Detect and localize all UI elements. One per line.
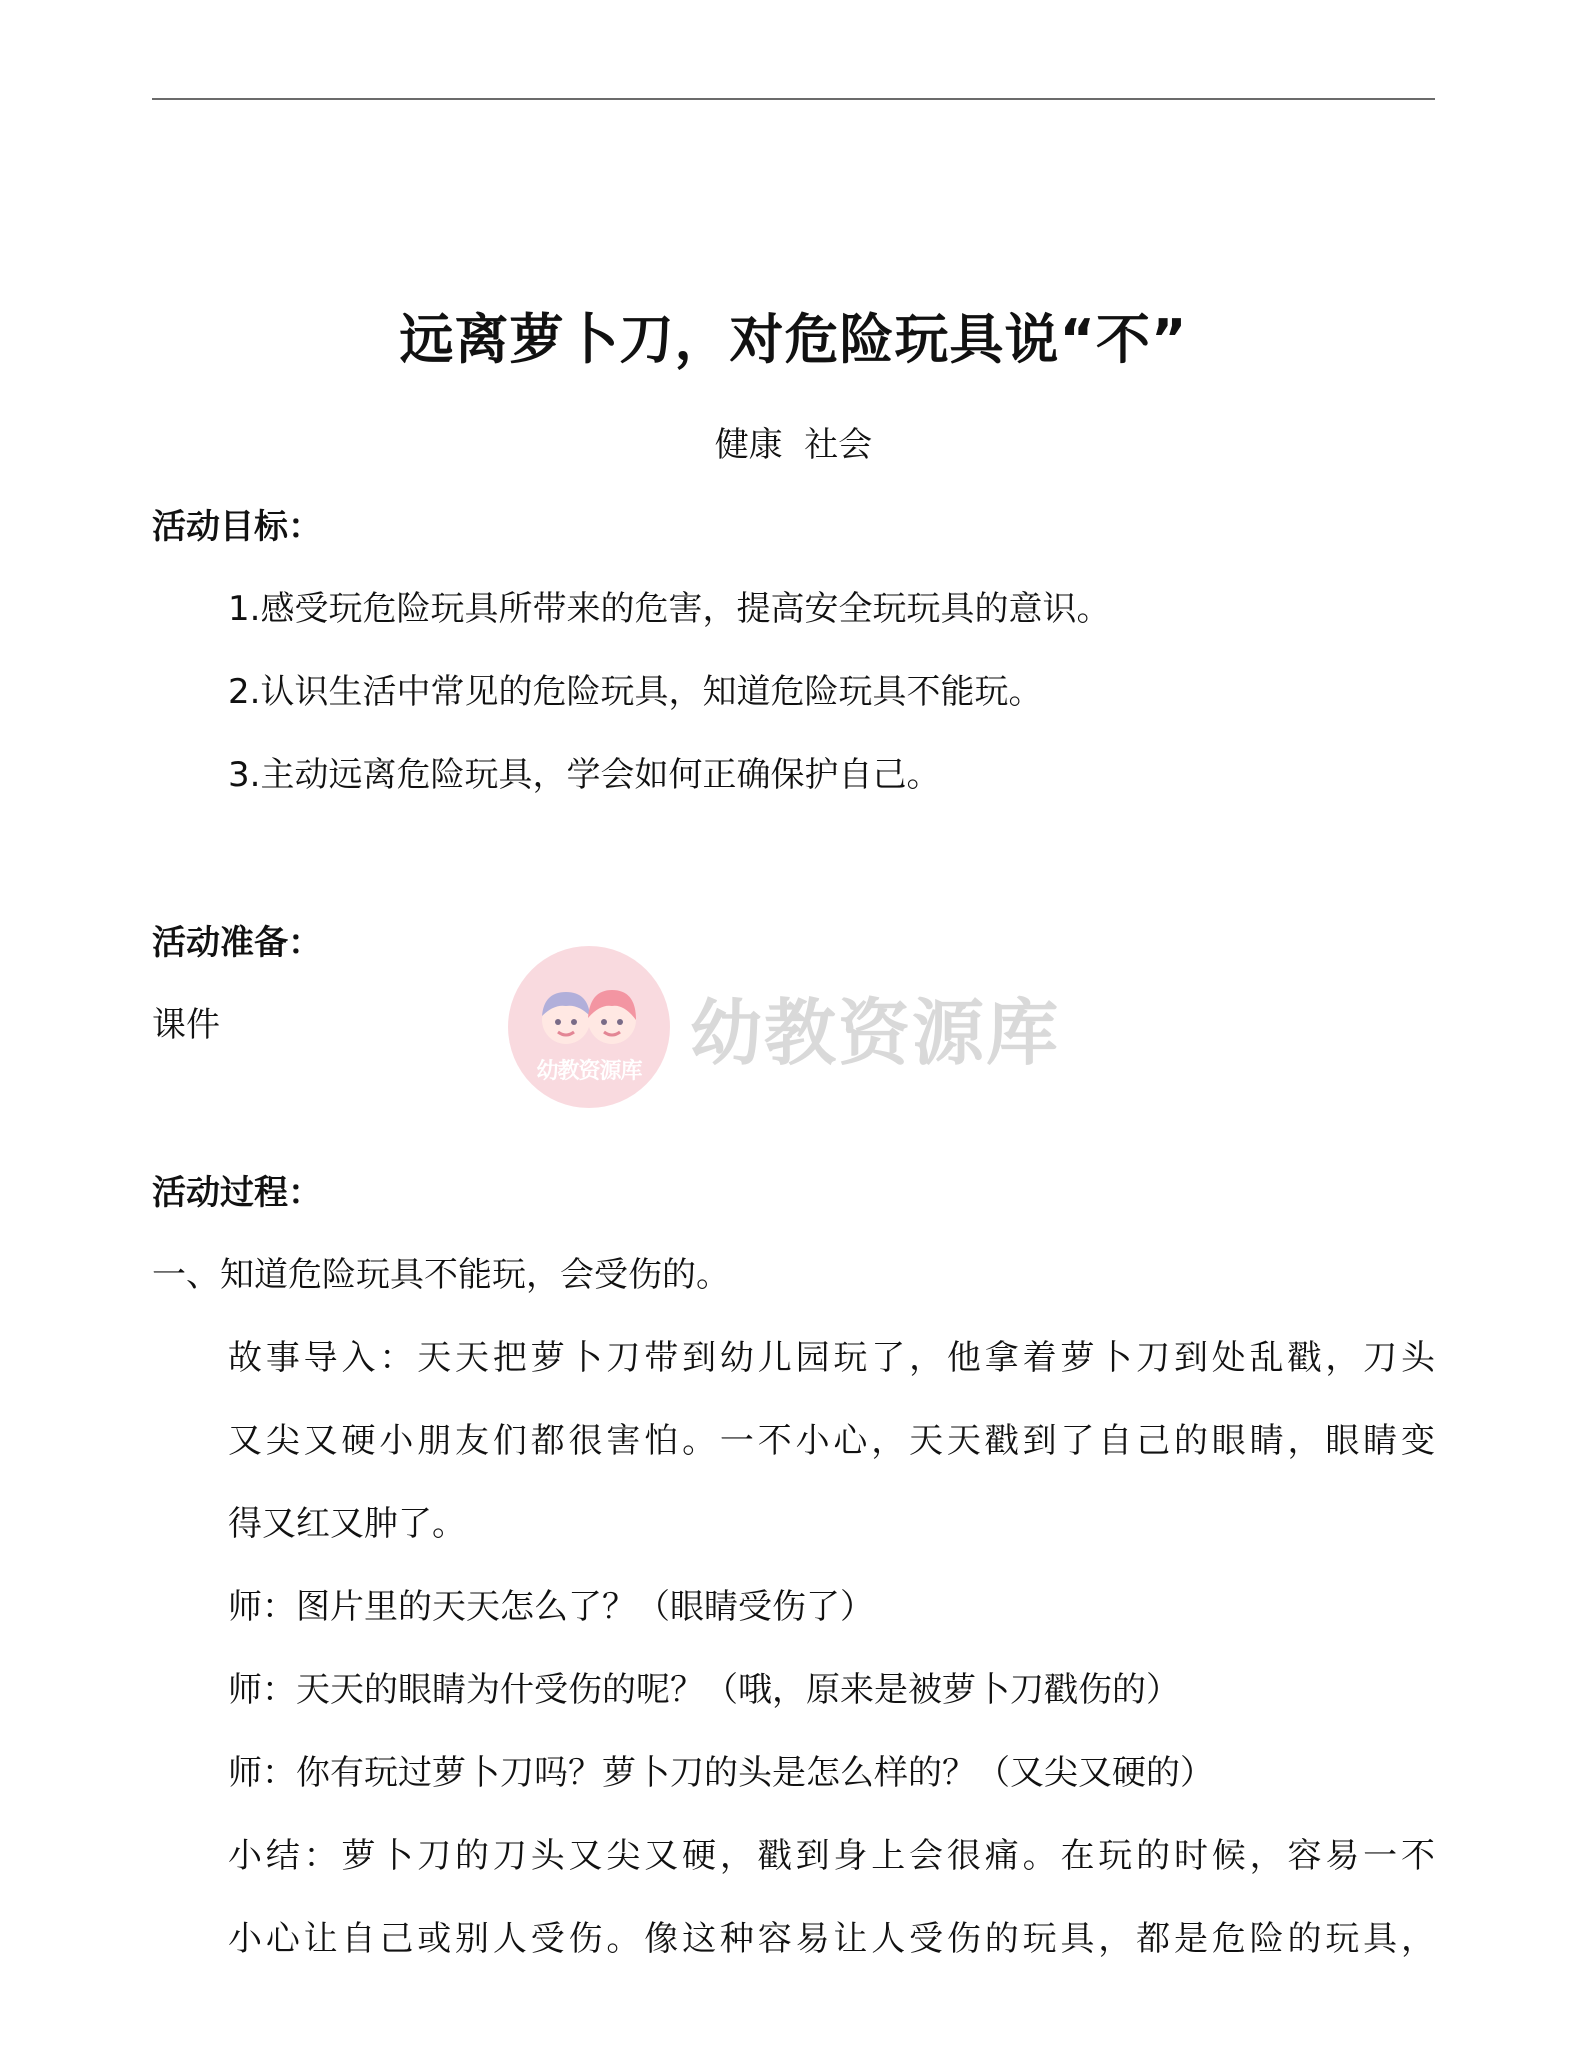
- goal-item-1: 1.感受玩危险玩具所带来的危害，提高安全玩玩具的意识。: [228, 589, 1111, 629]
- dialogue-line-3: 师：你有玩过萝卜刀吗？萝卜刀的头是怎么样的？（又尖又硬的）: [228, 1753, 1214, 1793]
- watermark-badge-text: 幼教资源库: [536, 1059, 642, 1084]
- dialogue-line-1: 师：图片里的天天怎么了？（眼睛受伤了）: [228, 1587, 874, 1627]
- story-line-1: 故事导入：天天把萝卜刀带到幼儿园玩了，他拿着萝卜刀到处乱戳，刀头: [228, 1338, 1435, 1378]
- goal-item-3: 3.主动远离危险玩具，学会如何正确保护自己。: [228, 755, 941, 795]
- watermark-logo: [508, 946, 670, 1108]
- summary-line-1: 小结：萝卜刀的刀头又尖又硬，戳到身上会很痛。在玩的时候，容易一不: [228, 1836, 1435, 1876]
- process-heading: 活动过程：: [152, 1173, 322, 1213]
- document-subtitle: 健康 社会: [714, 425, 873, 465]
- goals-heading: 活动目标：: [152, 507, 322, 547]
- preparation-heading: 活动准备：: [152, 923, 322, 963]
- process-step-1-title: 一、知道危险玩具不能玩，会受伤的。: [152, 1255, 730, 1295]
- preparation-content: 课件: [152, 1005, 220, 1045]
- watermark-text: 幼教资源库: [690, 991, 1061, 1075]
- dialogue-line-2: 师：天天的眼睛为什受伤的呢？（哦，原来是被萝卜刀戳伤的）: [228, 1670, 1180, 1710]
- document-title: 远离萝卜刀，对危险玩具说“不”: [399, 308, 1188, 371]
- summary-line-2: 小心让自己或别人受伤。像这种容易让人受伤的玩具，都是危险的玩具，: [228, 1919, 1435, 1959]
- header-rule: [152, 98, 1435, 100]
- goal-item-2: 2.认识生活中常见的危险玩具，知道危险玩具不能玩。: [228, 672, 1043, 712]
- story-line-3: 得又红又肿了。: [228, 1504, 466, 1544]
- story-line-2: 又尖又硬小朋友们都很害怕。一不小心，天天戳到了自己的眼睛，眼睛变: [228, 1421, 1435, 1461]
